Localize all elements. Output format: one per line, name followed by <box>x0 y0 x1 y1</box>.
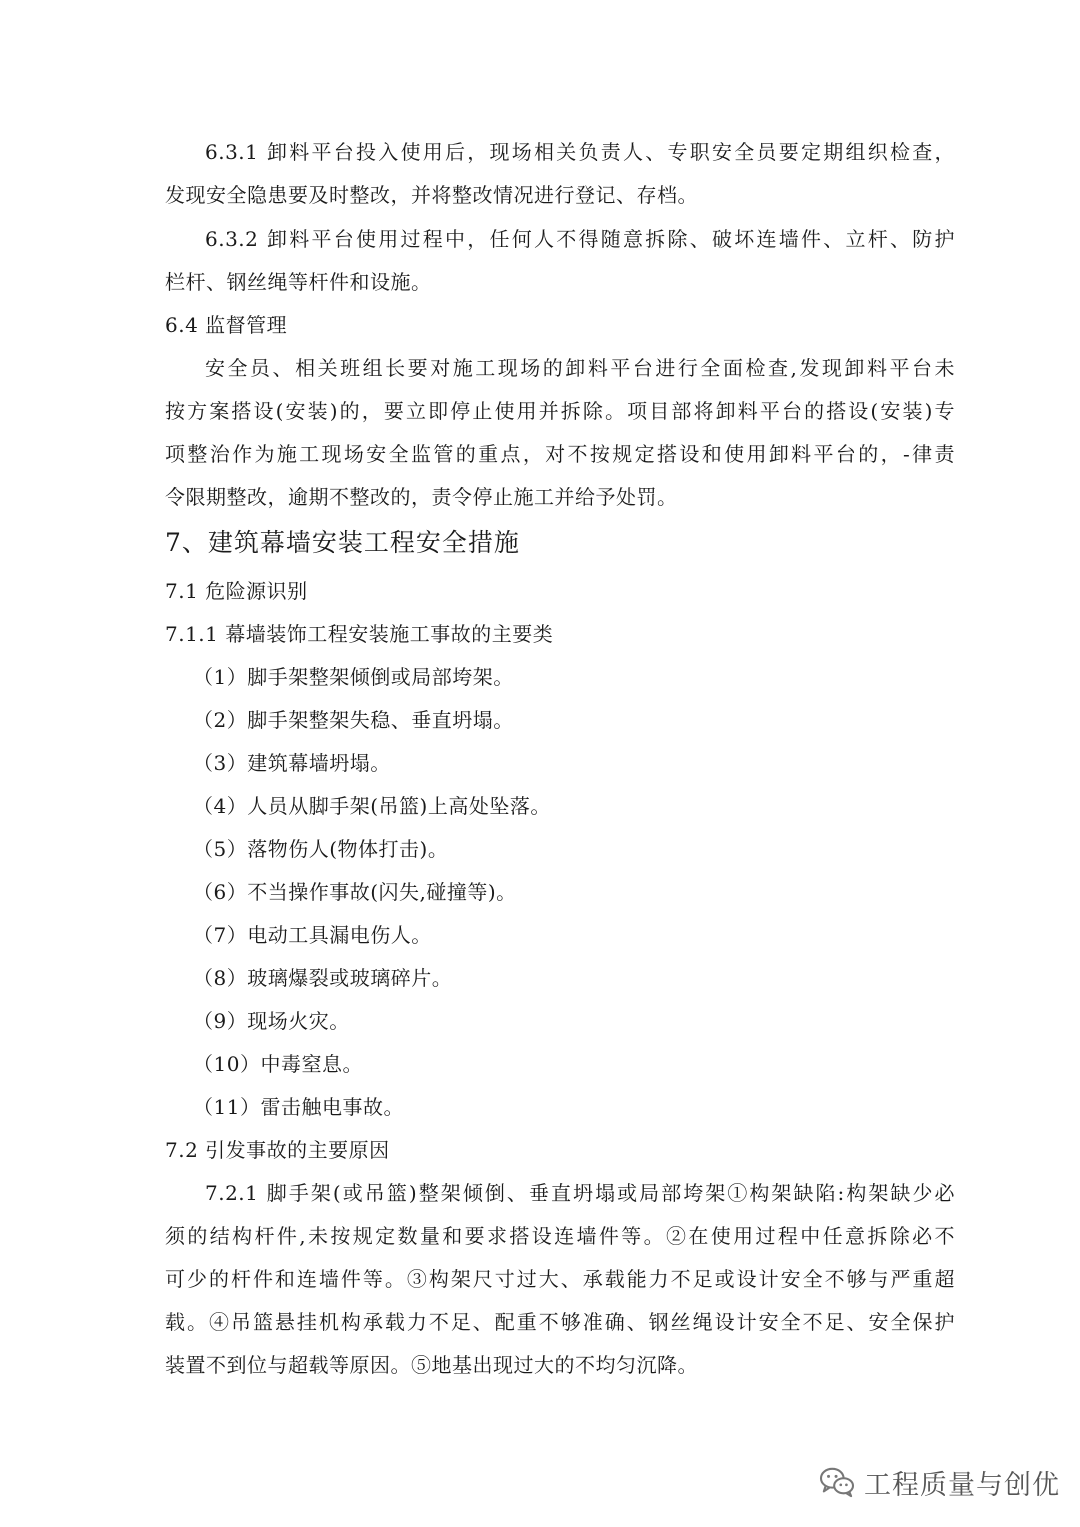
paragraph-6-3-1-line-2: 发现安全隐患要及时整改，并将整改情况进行登记、存档。 <box>165 183 698 207</box>
list-item: （6）不当操作事故(闪失,碰撞等)。 <box>193 880 517 904</box>
section-7-1-heading: 7.1 危险源识别 <box>165 579 308 603</box>
list-item: （3）建筑幕墙坍塌。 <box>193 751 391 775</box>
list-item: （9）现场火灾。 <box>193 1009 350 1033</box>
paragraph-6-4-line-1: 安全员、相关班组长要对施工现场的卸料平台进行全面检查,发现卸料平台未 <box>205 356 955 380</box>
paragraph-6-3-2-line-2: 栏杆、钢丝绳等杆件和设施。 <box>165 270 432 294</box>
paragraph-7-2-1-line-4: 载。④吊篮悬挂机构承载力不足、配重不够准确、钢丝绳设计安全不足、安全保护 <box>165 1310 955 1334</box>
wechat-icon <box>818 1466 856 1498</box>
paragraph-7-2-1-line-3: 可少的杆件和连墙件等。③构架尺寸过大、承载能力不足或设计安全不够与严重超 <box>165 1267 955 1291</box>
list-item: （5）落物伤人(物体打击)。 <box>193 837 449 861</box>
list-item: （2）脚手架整架失稳、垂直坍塌。 <box>193 708 514 732</box>
list-item: （10）中毒窒息。 <box>193 1052 363 1076</box>
paragraph-7-2-1-line-2: 须的结构杆件,未按规定数量和要求搭设连墙件等。②在使用过程中任意拆除必不 <box>165 1224 955 1248</box>
paragraph-6-4-line-3: 项整治作为施工现场安全监管的重点，对不按规定搭设和使用卸料平台的，-律责 <box>165 442 955 466</box>
paragraph-6-4-line-4: 令限期整改，逾期不整改的，责令停止施工并给予处罚。 <box>165 485 678 509</box>
paragraph-6-3-1-line-1: 6.3.1 卸料平台投入使用后，现场相关负责人、专职安全员要定期组织检查， <box>205 140 955 164</box>
watermark-text: 工程质量与创优 <box>864 1469 1060 1501</box>
list-item: （4）人员从脚手架(吊篮)上高处坠落。 <box>193 794 551 818</box>
watermark <box>818 1462 1060 1502</box>
list-item: （7）电动工具漏电伤人。 <box>193 923 432 947</box>
section-7-1-1-heading: 7.1.1 幕墙装饰工程安装施工事故的主要类 <box>165 622 554 646</box>
list-item: （11）雷击触电事故。 <box>193 1095 404 1119</box>
section-7-heading: 7、建筑幕墙安装工程安全措施 <box>165 528 520 557</box>
section-7-2-heading: 7.2 引发事故的主要原因 <box>165 1138 390 1162</box>
paragraph-7-2-1-line-1: 7.2.1 脚手架(或吊篮)整架倾倒、垂直坍塌或局部垮架①构架缺陷:构架缺少必 <box>205 1181 955 1205</box>
section-6-4-heading: 6.4 监督管理 <box>165 313 288 337</box>
paragraph-6-4-line-2: 按方案搭设(安装)的，要立即停止使用并拆除。项目部将卸料平台的搭设(安装)专 <box>165 399 955 423</box>
list-item: （1）脚手架整架倾倒或局部垮架。 <box>193 665 514 689</box>
paragraph-7-2-1-line-5: 装置不到位与超载等原因。⑤地基出现过大的不均匀沉降。 <box>165 1353 698 1377</box>
paragraph-6-3-2-line-1: 6.3.2 卸料平台使用过程中，任何人不得随意拆除、破坏连墙件、立杆、防护 <box>205 227 955 251</box>
list-item: （8）玻璃爆裂或玻璃碎片。 <box>193 966 453 990</box>
